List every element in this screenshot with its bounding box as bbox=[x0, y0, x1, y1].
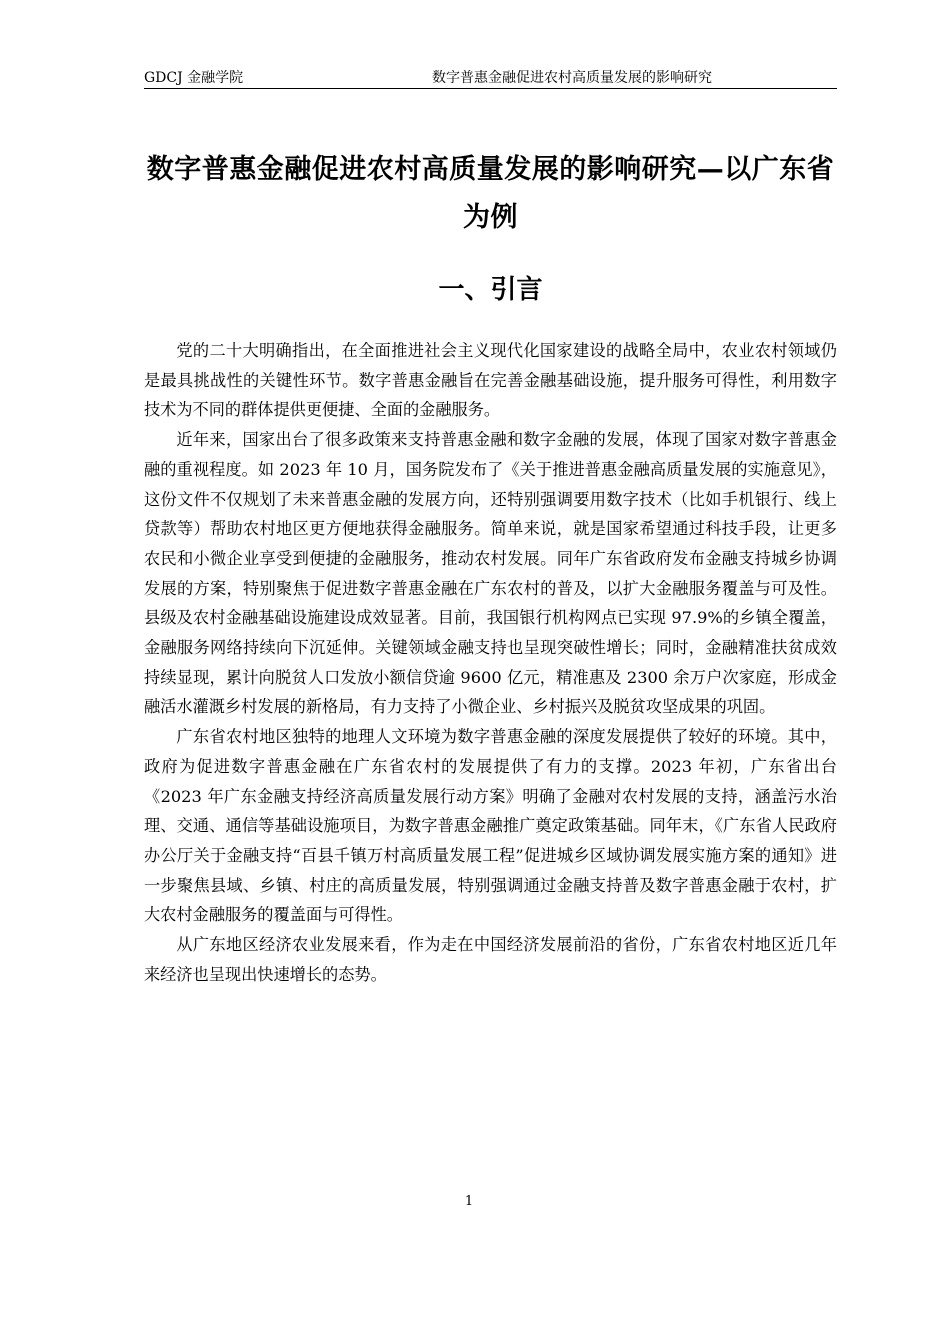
paragraph: 近年来，国家出台了很多政策来支持普惠金融和数字金融的发展，体现了国家对数字普惠金融的重视程度。如 2023 年 10 月，国务院发布了《关于推进普惠金融高质量发展的实施意见》，这份文件不仅规划了未来普惠金融的发展方向，还特别强调要用数字技术（比如手机银行、线上贷款等）帮助农村地区更方便地获得金融服务。简单来说，就是国家希望通过科技手段，让更多农民和小微企业享受到便捷的金融服务，推动农村发展。同年广东省政府发布金融支持城乡协调发展的方案，特别聚焦于促进数字普惠金融在广东农村的普及，以扩大金融服务覆盖与可及性。县级及农村金融基础设施建设成效显著。目前，我国银行机构网点已实现 97.9%的乡镇全覆盖，金融服务网络持续向下沉延伸。关键领域金融支持也呈现突破性增长；同时，金融精准扶贫成效持续显现，累计向脱贫人口发放小额信贷逾 9600 亿元，精准惠及 2300 余万户次家庭，形成金融活水灌溉乡村发展的新格局，有力支持了小微企业、乡村振兴及脱贫攻坚成果的巩固。 bbox=[144, 430, 837, 717]
document-title: 数字普惠金融促进农村高质量发展的影响研究—以广东省为例 bbox=[146, 154, 835, 233]
page-number: 1 bbox=[464, 1194, 474, 1209]
paragraph: 从广东地区经济农业发展来看，作为走在中国经济发展前沿的省份，广东省农村地区近几年来经济也呈现出快速增长的态势。 bbox=[144, 935, 837, 984]
header-paper-title: 数字普惠金融促进农村高质量发展的影响研究 bbox=[432, 70, 712, 86]
paragraph: 党的二十大明确指出，在全面推进社会主义现代化国家建设的战略全局中，农业农村领域仍是最具挑战性的关键性环节。数字普惠金融旨在完善金融基础设施，提升服务可得性，利用数字技术为不同的群体提供更便捷、全面的金融服务。 bbox=[144, 341, 837, 420]
page-header bbox=[144, 68, 837, 89]
paragraph: 广东省农村地区独特的地理人文环境为数字普惠金融的深度发展提供了较好的环境。其中，政府为促进数字普惠金融在广东省农村的发展提供了有力的支撑。2023 年初，广东省出台《2023 年广东金融支持经济高质量发展行动方案》明确了金融对农村发展的支持，涵盖污水治理、交通、通信等基础设施项目，为数字普惠金融推广奠定政策基础。同年末，《广东省人民政府办公厅关于金融支持“百县千镇万村高质量发展工程”促进城乡区域协调发展实施方案的通知》进一步聚焦县域、乡镇、村庄的高质量发展，特别强调通过金融支持普及数字普惠金融于农村，扩大农村金融服务的覆盖面与可得性。 bbox=[144, 727, 837, 925]
header-school-name: GDCJ 金融学院 bbox=[144, 70, 244, 86]
body-text bbox=[144, 336, 837, 989]
section-heading-introduction: 一、引言 bbox=[438, 275, 543, 305]
